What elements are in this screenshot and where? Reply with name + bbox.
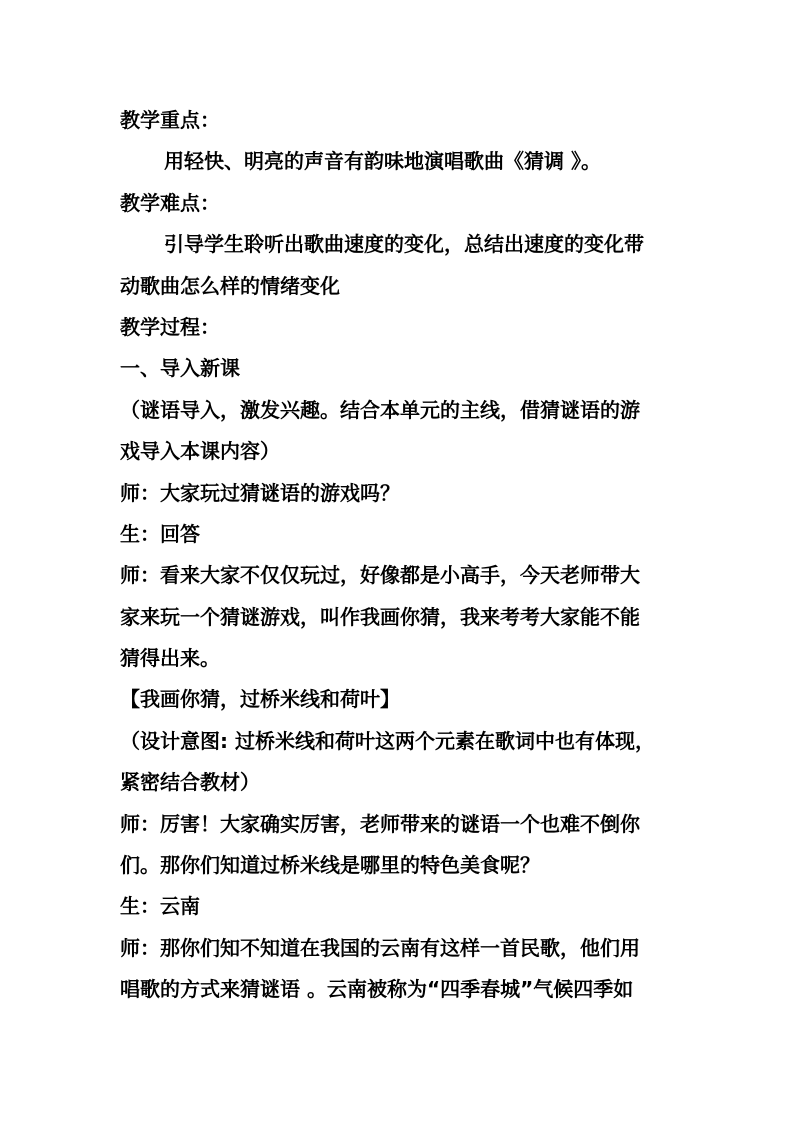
- paragraph-line: （设计意图: 过桥米线和荷叶这两个元素在歌词中也有体现，: [120, 728, 655, 753]
- section-heading: 一、导入新课: [120, 356, 240, 381]
- document-body: [120, 100, 680, 1011]
- activity-line: 【我画你猜，过桥米线和荷叶】: [120, 687, 400, 712]
- dialogue-line: 师：看来大家不仅仅玩过，好像都是小高手，今天老师带大: [120, 563, 640, 588]
- paragraph-line: 紧密结合教材）: [120, 770, 260, 795]
- paragraph-line: 引导学生聆听出歌曲速度的变化，总结出速度的变化带: [164, 232, 644, 257]
- paragraph-line: 家来玩一个猜谜游戏，叫作我画你猜，我来考考大家能不能: [120, 604, 640, 629]
- heading-difficulties: 教学难点：: [120, 190, 220, 215]
- dialogue-line: 生：回答: [120, 521, 200, 546]
- dialogue-line: 师：那你们知不知道在我国的云南有这样一首民歌，他们用: [120, 935, 640, 960]
- dialogue-line: 生：云南: [120, 894, 200, 919]
- dialogue-line: 师：大家玩过猜谜语的游戏吗？: [120, 480, 400, 505]
- paragraph-line: 唱歌的方式来猜谜语 。云南被称为“四季春城”气候四季如: [120, 977, 634, 1002]
- dialogue-line: 师：厉害！大家确实厉害，老师带来的谜语一个也难不倒你: [120, 811, 640, 836]
- paragraph-line: （谜语导入，激发兴趣。结合本单元的主线，借猜谜语的游: [120, 397, 640, 422]
- paragraph-line: 戏导入本课内容）: [120, 439, 280, 464]
- paragraph-line: 动歌曲怎么样的情绪变化: [120, 273, 340, 298]
- heading-key-points: 教学重点：: [120, 108, 220, 132]
- paragraph-line: 们。那你们知道过桥米线是哪里的特色美食呢？: [120, 853, 540, 878]
- paragraph-line: 用轻快、明亮的声音有韵味地演唱歌曲《猜调 》。: [164, 149, 601, 174]
- heading-process: 教学过程：: [120, 314, 220, 339]
- paragraph-line: 猜得出来。: [120, 646, 220, 671]
